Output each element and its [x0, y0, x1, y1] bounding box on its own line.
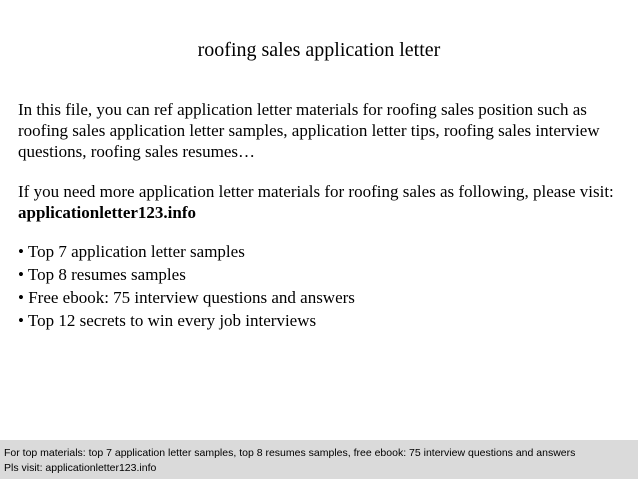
footer-bar [0, 440, 638, 479]
list-item: • Free ebook: 75 interview questions and answers [18, 288, 355, 307]
intro-paragraph: In this file, you can ref application letter materials for roofing sales position such as roofing sales application letter samples, application letter tips, roofing sales interview questions, roofing sales resumes… [18, 100, 600, 161]
footer-line-visit: Pls visit: applicationletter123.info [4, 462, 157, 474]
materials-list [18, 240, 626, 332]
list-item: • Top 7 application letter samples [18, 242, 245, 261]
list-item: • Top 12 secrets to win every job interviews [18, 311, 317, 330]
visit-paragraph [18, 181, 626, 223]
list-item: • Top 8 resumes samples [18, 265, 186, 284]
site-link[interactable]: applicationletter123.info [18, 203, 197, 222]
visit-prefix-text: If you need more application letter materials for roofing sales as following, please visit: [18, 182, 614, 201]
footer-line-materials: For top materials: top 7 application letter samples, top 8 resumes samples, free ebook: 75 interview questions and answers [4, 447, 576, 459]
page-title: roofing sales application letter [197, 39, 441, 61]
